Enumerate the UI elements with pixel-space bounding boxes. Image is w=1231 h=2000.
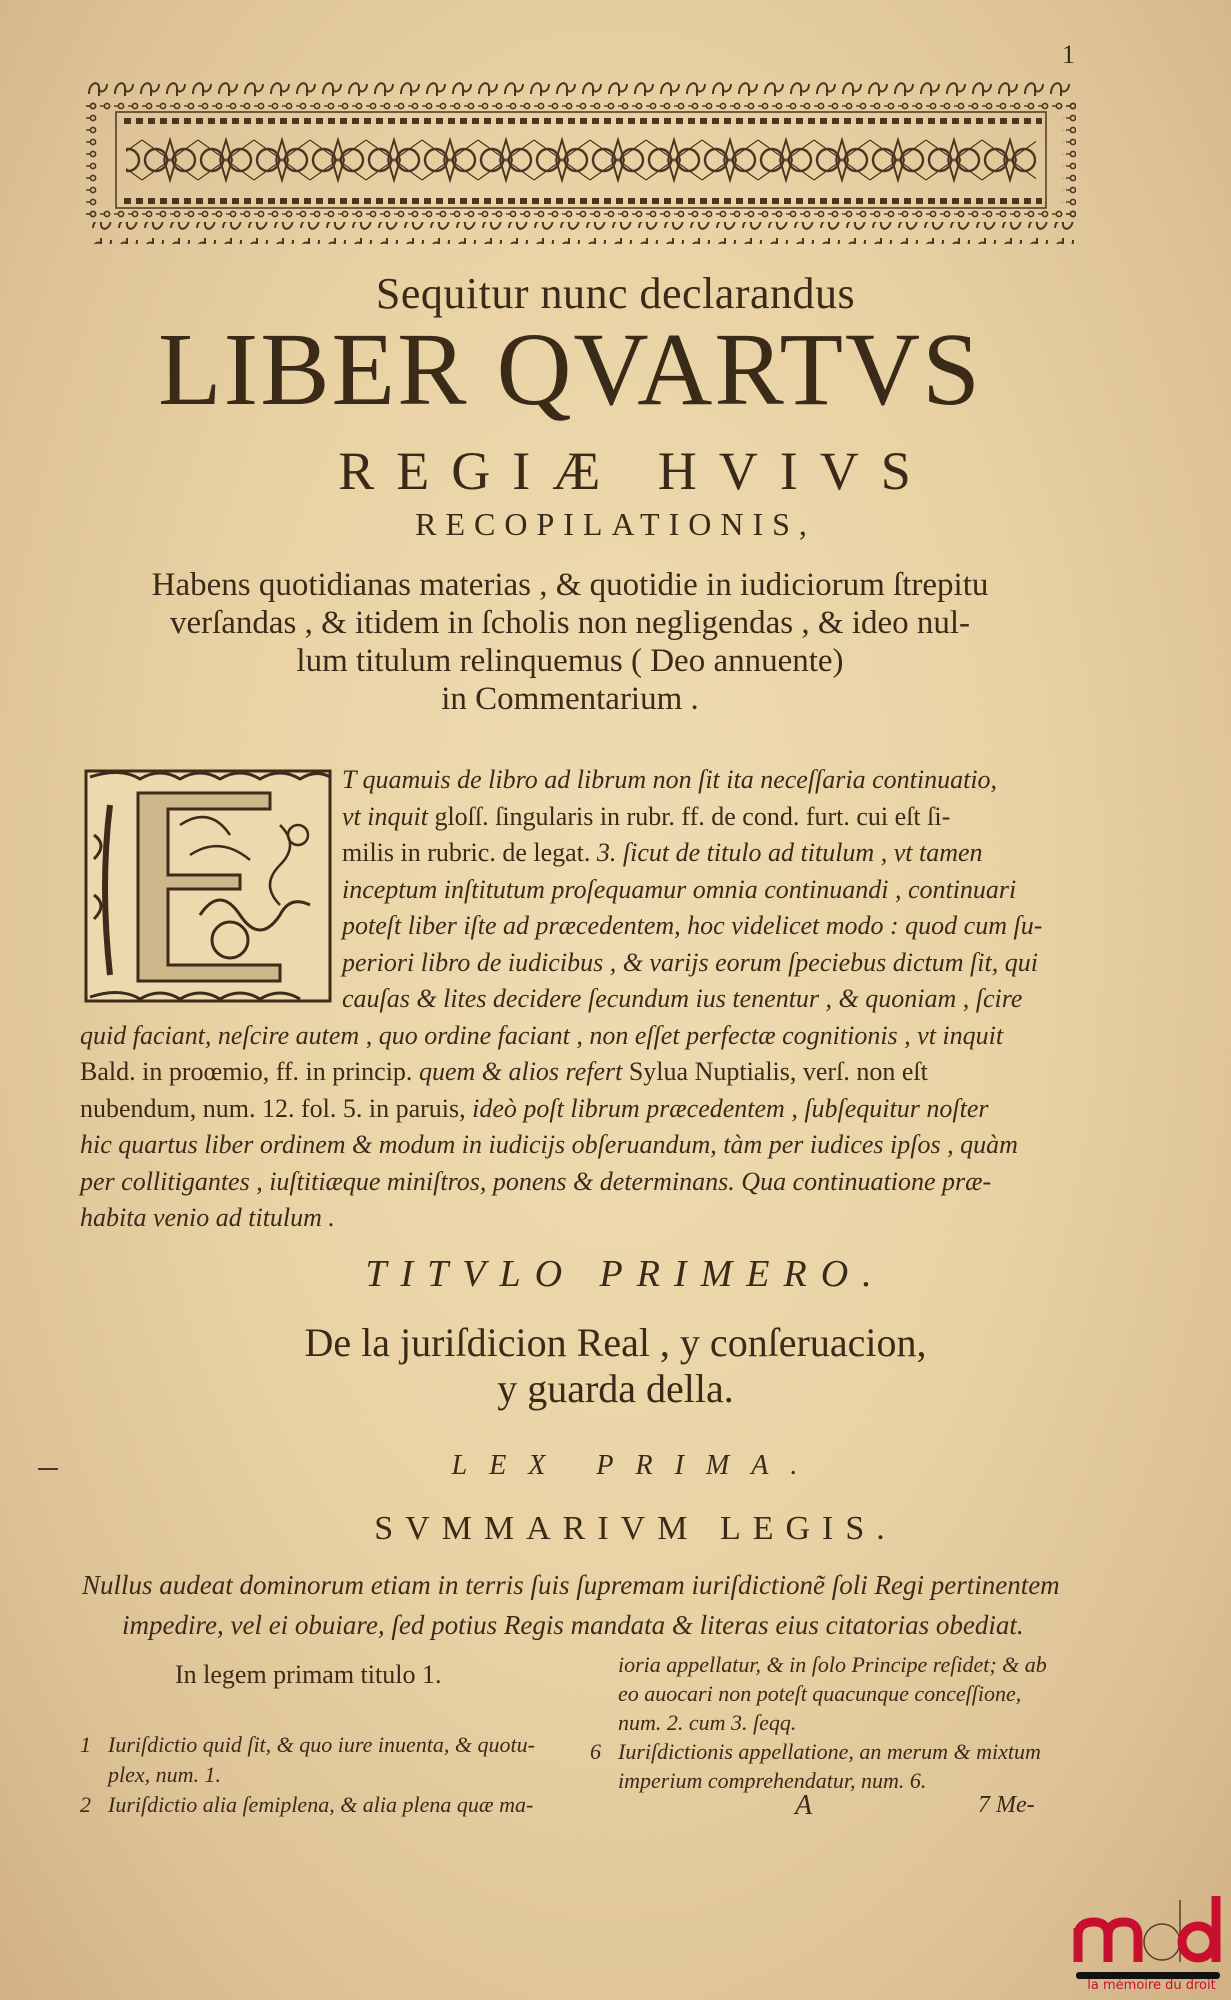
index-column-right <box>590 1650 1090 1795</box>
body-line: Bald. in proœmio, ff. in princip. quem & alios refert Sylua Nuptialis, verſ. non eſt <box>80 1057 928 1086</box>
summary-line: impedire, vel ei obuiare, ſed potius Regis mandata & literas eius citatorias obediat. <box>122 1610 1024 1640</box>
page-number: 1 <box>1062 40 1075 69</box>
subheading: Sequitur nunc declarandus <box>375 269 856 318</box>
book-title: LIBER QVARTVS <box>158 312 982 427</box>
lex-heading: LEX PRIMA. <box>451 1450 820 1481</box>
description-line: verſandas , & itidem in ſcholis non negligendas , & ideo nul- <box>169 605 971 641</box>
body-line: poteſt liber iſte ad præcedentem, hoc videlicet modo : quod cum ſu- <box>342 911 1043 940</box>
body-line: milis in rubric. de legat. 3. ſicut de titulo ad titulum , vt tamen <box>342 838 983 867</box>
body-line: per collitigantes , iuſtitiæque miniſtros, ponens & determinans. Qua continuatione præ- <box>80 1166 992 1196</box>
titulo-spanish-title <box>0 1320 1231 1412</box>
description-line: Habens quotidianas materias , & quotidie in iudiciorum ſtrepitu <box>151 567 989 603</box>
index-heading: In legem primam titulo 1. <box>175 1660 442 1689</box>
body-line: periori libro de iudicibus , & varijs eorum ſpeciebus dictum ſit, qui <box>342 947 1038 977</box>
body-line: inceptum inſtitutum proſequamur omnia continuandi , continuari <box>342 874 1017 904</box>
body-line: habita venio ad titulum . <box>80 1203 335 1232</box>
book-title-line-3: RECOPILATIONIS, <box>415 506 816 542</box>
index-item-continuation: imperium comprehendatur, num. 6. <box>618 1768 927 1793</box>
index-item: 6 Iuriſdictionis appellatione, an merum & mixtum <box>590 1739 1041 1764</box>
body-line: quid faciant, neſcire autem , quo ordine faciant , non eſſet perfectæ cognitionis , vt inquit <box>80 1020 1004 1050</box>
index-item: 2 Iuriſdictio alia ſemiplena, & alia plena quæ ma- <box>80 1792 534 1817</box>
body-line: vt inquit gloſſ. ſingularis in rubr. ff. de cond. furt. cui eſt ſi- <box>342 801 951 831</box>
summary-text <box>82 1565 1082 1645</box>
body-text <box>80 762 1080 1237</box>
description-line: lum titulum relinquemus ( Deo annuente) <box>296 643 844 679</box>
catchword: 7 Me- <box>978 1792 1035 1818</box>
body-line: cauſas & lites decidere ſecundum ius tenentur , & quoniam , ſcire <box>342 984 1023 1013</box>
description-line: in Commentarium . <box>441 681 699 717</box>
summarium-heading: SVMMARIVM LEGIS. <box>374 1510 897 1547</box>
book-title-line-2: REGIÆ HVIVS <box>338 441 933 501</box>
signature-mark: A <box>795 1790 813 1821</box>
index-item-continuation: eo auocari non poteſt quacunque conceſſione, <box>618 1681 1022 1706</box>
spanish-title-line: De la juriſdicion Real , y conſeruacion, <box>304 1320 927 1365</box>
titulo-heading: TITVLO PRIMERO. <box>365 1253 886 1295</box>
index-column-left <box>80 1660 580 1820</box>
body-line: T quamuis de libro ad librum non ſit ita neceſſaria continuatio, <box>342 765 998 794</box>
headpiece-ornament-icon <box>86 76 1076 244</box>
summary-line: Nullus audeat dominorum etiam in terris ſuis ſupremam iuriſdictionẽ ſoli Regi pertinentem <box>82 1570 1060 1600</box>
index-item-continuation: plex, num. 1. <box>108 1762 222 1787</box>
index-item-continuation: num. 2. cum 3. ſeqq. <box>618 1710 797 1735</box>
index-item: 1 Iuriſdictio quid ſit, & quo iure inuenta, & quotu- <box>80 1732 535 1757</box>
logo-tagline: la mémoire du droit <box>1087 1978 1216 1993</box>
body-line: nubendum, num. 12. fol. 5. in paruis, ideò poſt librum præcedentem , ſubſequitur noſter <box>80 1093 989 1123</box>
book-description <box>70 566 1070 718</box>
body-line: hic quartus liber ordinem & modum in iudicijs obſeruandum, tàm per iudices ipſos , quàm <box>80 1130 1018 1159</box>
spanish-title-line: y guarda della. <box>497 1366 734 1411</box>
index-item-continuation: ioria appellatur, & in ſolo Principe reſidet; & ab <box>618 1652 1047 1677</box>
